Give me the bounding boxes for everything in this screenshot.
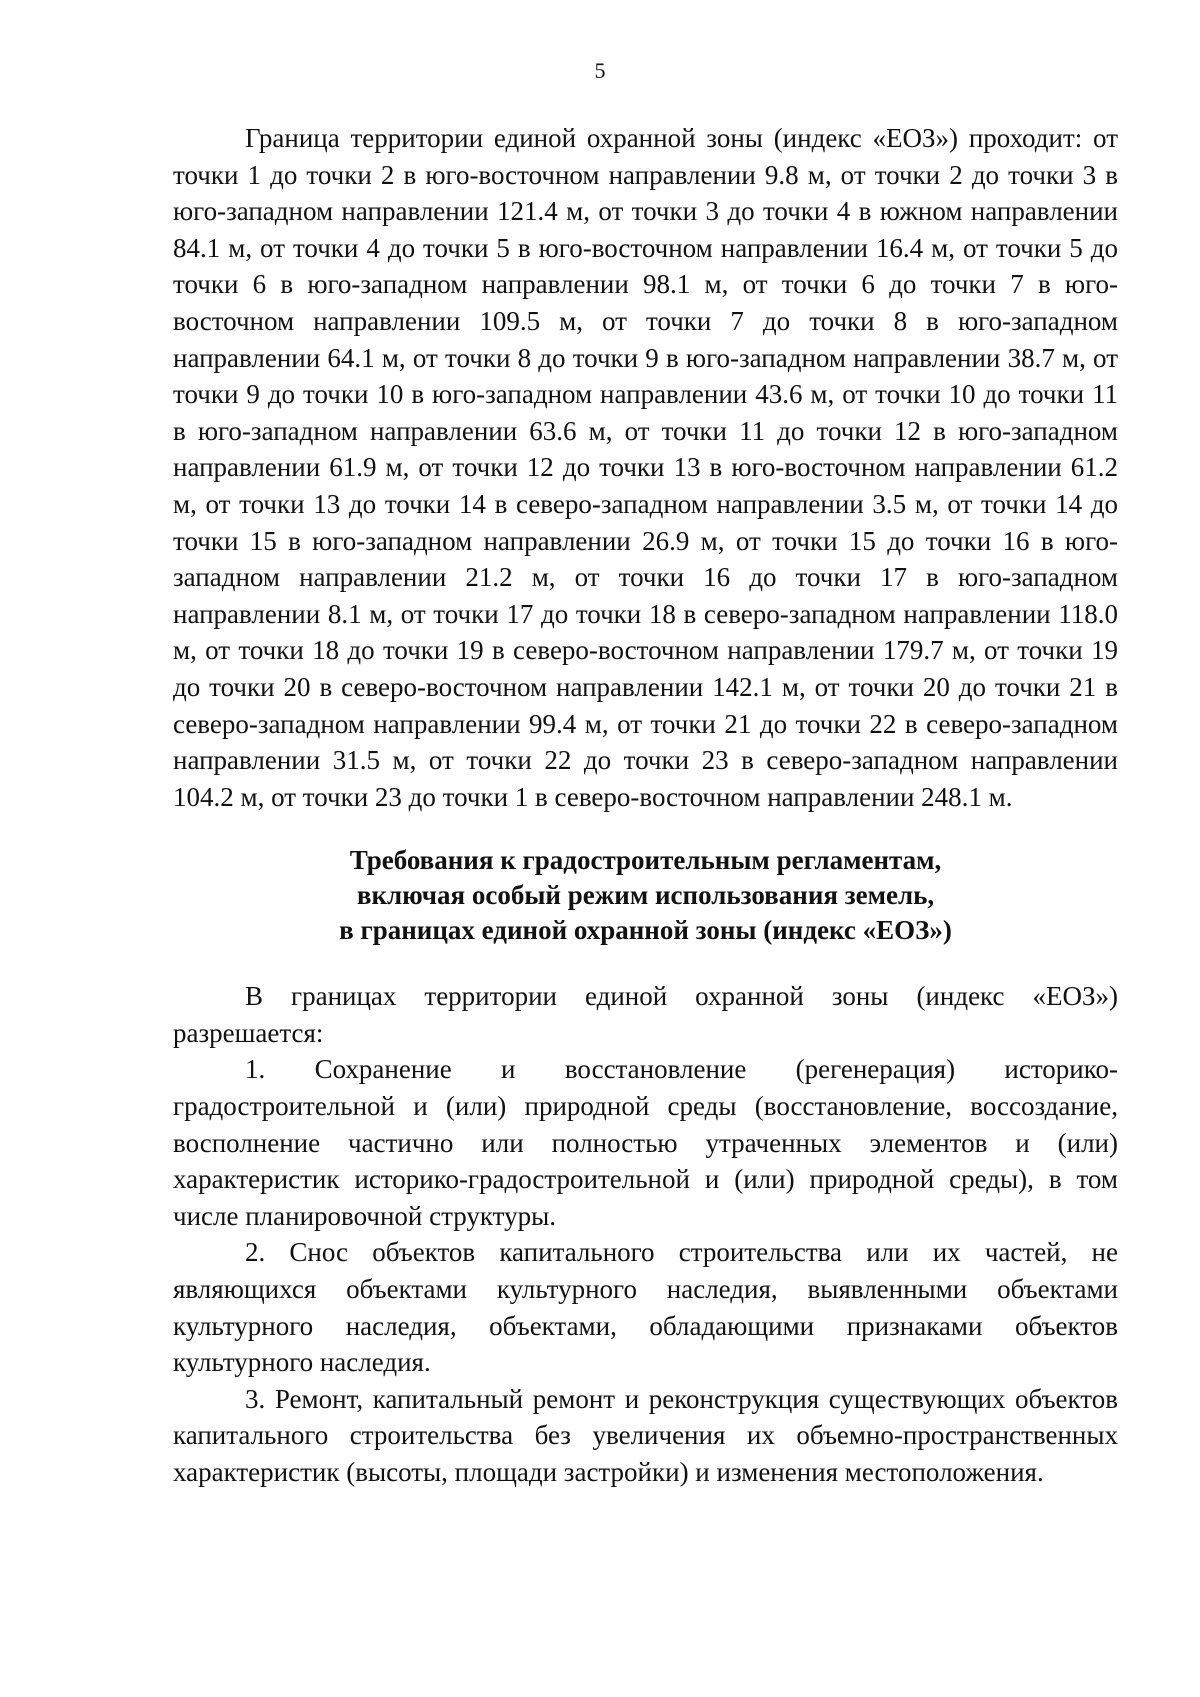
- section-heading: [173, 843, 1118, 948]
- heading-line-3: в границах единой охранной зоны (индекс «ЕОЗ»): [339, 915, 952, 946]
- page-number: 5: [594, 58, 606, 83]
- heading-line-1: Требования к градостроительным регламентам,: [349, 845, 942, 876]
- list-item-3: 3. Ремонт, капитальный ремонт и реконструкция существующих объектов капитального строительства без увеличения их объемно-пространственных характеристик (высоты, площади застройки) и изменения местоположения.: [173, 1383, 1118, 1487]
- document-body: [173, 120, 1118, 1491]
- list-item-1: 1. Сохранение и восстановление (регенерация) историко-градостроительной и (или) природной среды (восстановление, воссоздание, восполнение частично или полностью утраченных элементов и (или) характеристик историко-градостроительной и (или) природной среды), в том числе планировочной структуры.: [173, 1054, 1118, 1231]
- boundary-paragraph: Граница территории единой охранной зоны (индекс «ЕОЗ») проходит: от точки 1 до точки 2 в юго-восточном направлении 9.8 м, от точки 2 до точки 3 в юго-западном направлении 121.4 м, от точки 3 до точки 4 в южном направлении 84.1 м, от точки 4 до точки 5 в юго-восточном направлении 16.4 м, от точки 5 до точки 6 в юго-западном направлении 98.1 м, от точки 6 до точки 7 в юго-восточном направлении 109.5 м, от точки 7 до точки 8 в юго-западном направлении 64.1 м, от точки 8 до точки 9 в юго-западном направлении 38.7 м, от точки 9 до точки 10 в юго-западном направлении 43.6 м, от точки 10 до точки 11 в юго-западном направлении 63.6 м, от точки 11 до точки 12 в юго-западном направлении 61.9 м, от точки 12 до точки 13 в юго-восточном направлении 61.2 м, от точки 13 до точки 14 в северо-западном направлении 3.5 м, от точки 14 до точки 15 в юго-западном направлении 26.9 м, от точки 15 до точки 16 в юго-западном направлении 21.2 м, от точки 16 до точки 17 в юго-западном направлении 8.1 м, от точки 17 до точки 18 в северо-западном направлении 118.0 м, от точки 18 до точки 19 в северо-восточном направлении 179.7 м, от точки 19 до точки 20 в северо-восточном направлении 142.1 м, от точки 20 до точки 21 в северо-западном направлении 99.4 м, от точки 21 до точки 22 в северо-западном направлении 31.5 м, от точки 22 до точки 23 в северо-западном направлении 104.2 м, от точки 23 до точки 1 в северо-восточном направлении 248.1 м.: [173, 123, 1118, 812]
- list-item-2: 2. Снос объектов капитального строительства или их частей, не являющихся объектами культурного наследия, выявленными объектами культурного наследия, объектами, обладающими признаками объектов культурного наследия.: [173, 1237, 1118, 1378]
- intro-paragraph: В границах территории единой охранной зоны (индекс «ЕОЗ») разрешается:: [173, 981, 1118, 1048]
- heading-line-2: включая особый режим использования земель,: [356, 880, 935, 911]
